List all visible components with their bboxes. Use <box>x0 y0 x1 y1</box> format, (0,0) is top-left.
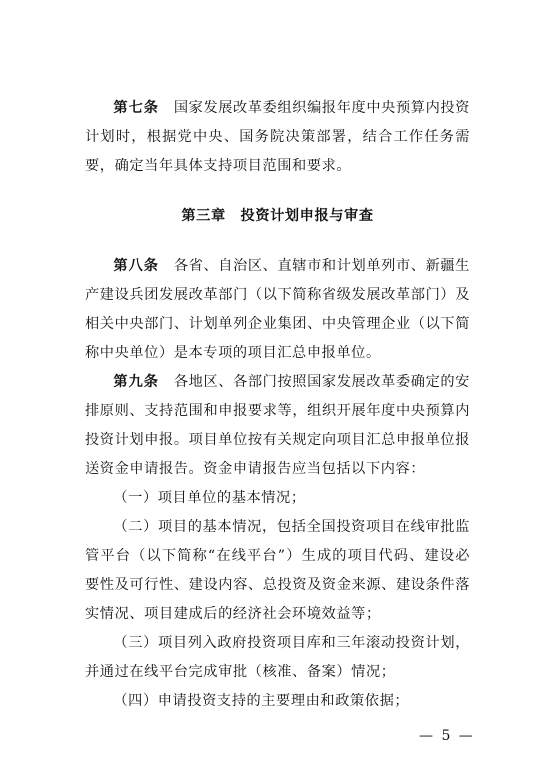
list-item: （三）项目列入政府投资项目库和三年滚动投资计划，并通过在线平台完成审批（核准、备案）情况； <box>85 635 470 680</box>
article-8-label: 第八条 <box>113 258 160 274</box>
article-8-text: 各省、自治区、直辖市和计划单列市、新疆生产建设兵团发展改革部门（以下简称省级发展改革部门）及相关中央部门、计划单列企业集团、中央管理企业（以下简称中央单位）是本专项的项目汇总申报单位。 <box>85 258 470 361</box>
list-item: （一）项目单位的基本情况； <box>113 490 306 506</box>
article-7 <box>85 94 470 181</box>
article-7-text: 国家发展改革委组织编报年度中央预算内投资计划时，根据党中央、国务院决策部署，结合工作任务需要，确定当年具体支持项目范围和要求。 <box>85 100 470 174</box>
list-item: （二）项目的基本情况，包括全国投资项目在线审批监管平台（以下简称“在线平台”）生成的项目代码、建设必要性及可行性、建设内容、总投资及资金来源、建设条件落实情况、项目建成后的经济社会环境效益等； <box>85 519 470 622</box>
article-7-label: 第七条 <box>113 100 160 116</box>
article-9-text: 各地区、各部门按照国家发展改革委确定的安排原则、支持范围和申报要求等，组织开展年度中央预算内投资计划申报。项目单位按有关规定向项目汇总申报单位报送资金申请报告。资金申请报告应当包括以下内容： <box>85 374 470 477</box>
article-8 <box>85 252 470 368</box>
article-9-label: 第九条 <box>113 374 160 390</box>
page-number: — 5 — <box>419 728 475 744</box>
list-item: （四）申请投资支持的主要理由和政策依据； <box>113 693 410 709</box>
document-body <box>85 94 470 716</box>
chapter-heading: 第三章 投资计划申报与审查 <box>181 208 374 224</box>
article-9 <box>85 368 470 484</box>
